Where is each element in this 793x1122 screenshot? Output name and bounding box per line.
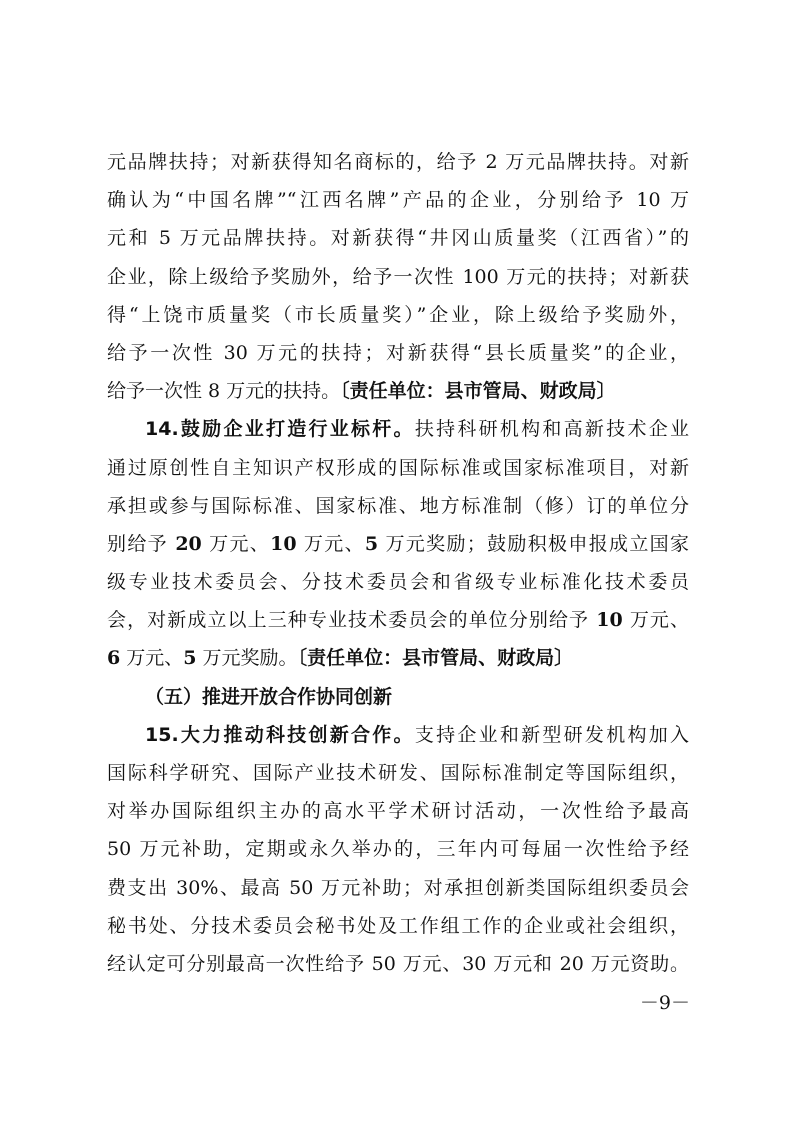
amount-value: 10	[596, 609, 623, 632]
text-line	[107, 639, 689, 677]
amount-value: 20	[175, 532, 202, 555]
text-line: 经认定可分别最高一次性给予 50 万元、30 万元和 20 万元资助。	[107, 952, 689, 975]
text-line: 元和 5 万元品牌扶持。对新获得“井冈山质量奖（江西省）”的	[107, 227, 689, 250]
text-segment: 万元、	[120, 647, 184, 670]
text-line: 对举办国际组织主办的高水平学术研讨活动，一次性给予最高	[107, 800, 689, 823]
text-line	[107, 372, 689, 410]
text-line: 元品牌扶持；对新获得知名商标的，给予 2 万元品牌扶持。对新	[107, 151, 689, 173]
text-segment: 支持企业和新型研发机构加入	[414, 723, 689, 746]
text-line: 50 万元补助，定期或永久举办的，三年内可每届一次性给予经	[107, 838, 689, 861]
text-line: 通过原创性自主知识产权形成的国际标准或国家标准项目，对新	[107, 456, 689, 479]
text-segment: 给予一次性 8 万元的扶持。	[107, 380, 341, 403]
text-line: 秘书处、分技术委员会秘书处及工作组工作的企业或社会组织，	[107, 914, 689, 937]
text-line: 确认为“中国名牌”“江西名牌”产品的企业，分别给予 10 万	[107, 189, 689, 212]
amount-value: 6	[107, 647, 121, 670]
section-heading: （五）推进开放合作协同创新	[145, 685, 393, 708]
amount-value: 5	[364, 532, 379, 555]
document-body	[107, 143, 689, 983]
text-line	[107, 601, 689, 639]
item-15-first-line	[107, 716, 689, 754]
page-number: －9－	[639, 992, 690, 1014]
responsibility-note: 〔责任单位：县市管局、财政局〕	[340, 380, 616, 403]
text-line: 企业，除上级给予奖励外，给予一次性 100 万元的扶持；对新获	[107, 265, 689, 288]
amount-value: 10	[270, 532, 297, 555]
text-segment: 万元奖励。	[196, 647, 298, 670]
text-line: 级专业技术委员会、分技术委员会和省级专业标准化技术委员	[107, 571, 689, 594]
text-line: 给予一次性 30 万元的扶持；对新获得“县长质量奖”的企业，	[107, 341, 689, 364]
text-line: 国际科学研究、国际产业技术研发、国际标准制定等国际组织，	[107, 762, 689, 784]
responsibility-note: 〔责任单位：县市管局、财政局〕	[297, 647, 574, 670]
text-segment: 万元奖励；鼓励积极申报成立国家	[378, 532, 689, 555]
item-15-title: 15.大力推动科技创新合作。	[145, 723, 415, 746]
item-14-first-line	[107, 410, 689, 448]
item-14-title: 14.鼓励企业打造行业标杆。	[145, 418, 415, 441]
text-segment: 别给予	[107, 532, 176, 555]
text-line: 费支出 30%、最高 50 万元补助；对承担创新类国际组织委员会	[107, 876, 689, 899]
text-segment: 会，对新成立以上三种专业技术委员会的单位分别给予	[107, 609, 597, 632]
text-line: 得“上饶市质量奖（市长质量奖）”企业，除上级给予奖励外，	[107, 303, 689, 326]
text-line: 承担或参与国际标准、国家标准、地方标准制（修）订的单位分	[107, 494, 689, 517]
amount-value: 5	[183, 647, 197, 670]
text-segment: 万元、	[622, 609, 689, 632]
text-segment: 万元、	[296, 532, 365, 555]
text-segment: 扶持科研机构和高新技术企业	[414, 418, 689, 441]
text-line	[107, 525, 689, 563]
text-segment: 万元、	[201, 532, 271, 555]
